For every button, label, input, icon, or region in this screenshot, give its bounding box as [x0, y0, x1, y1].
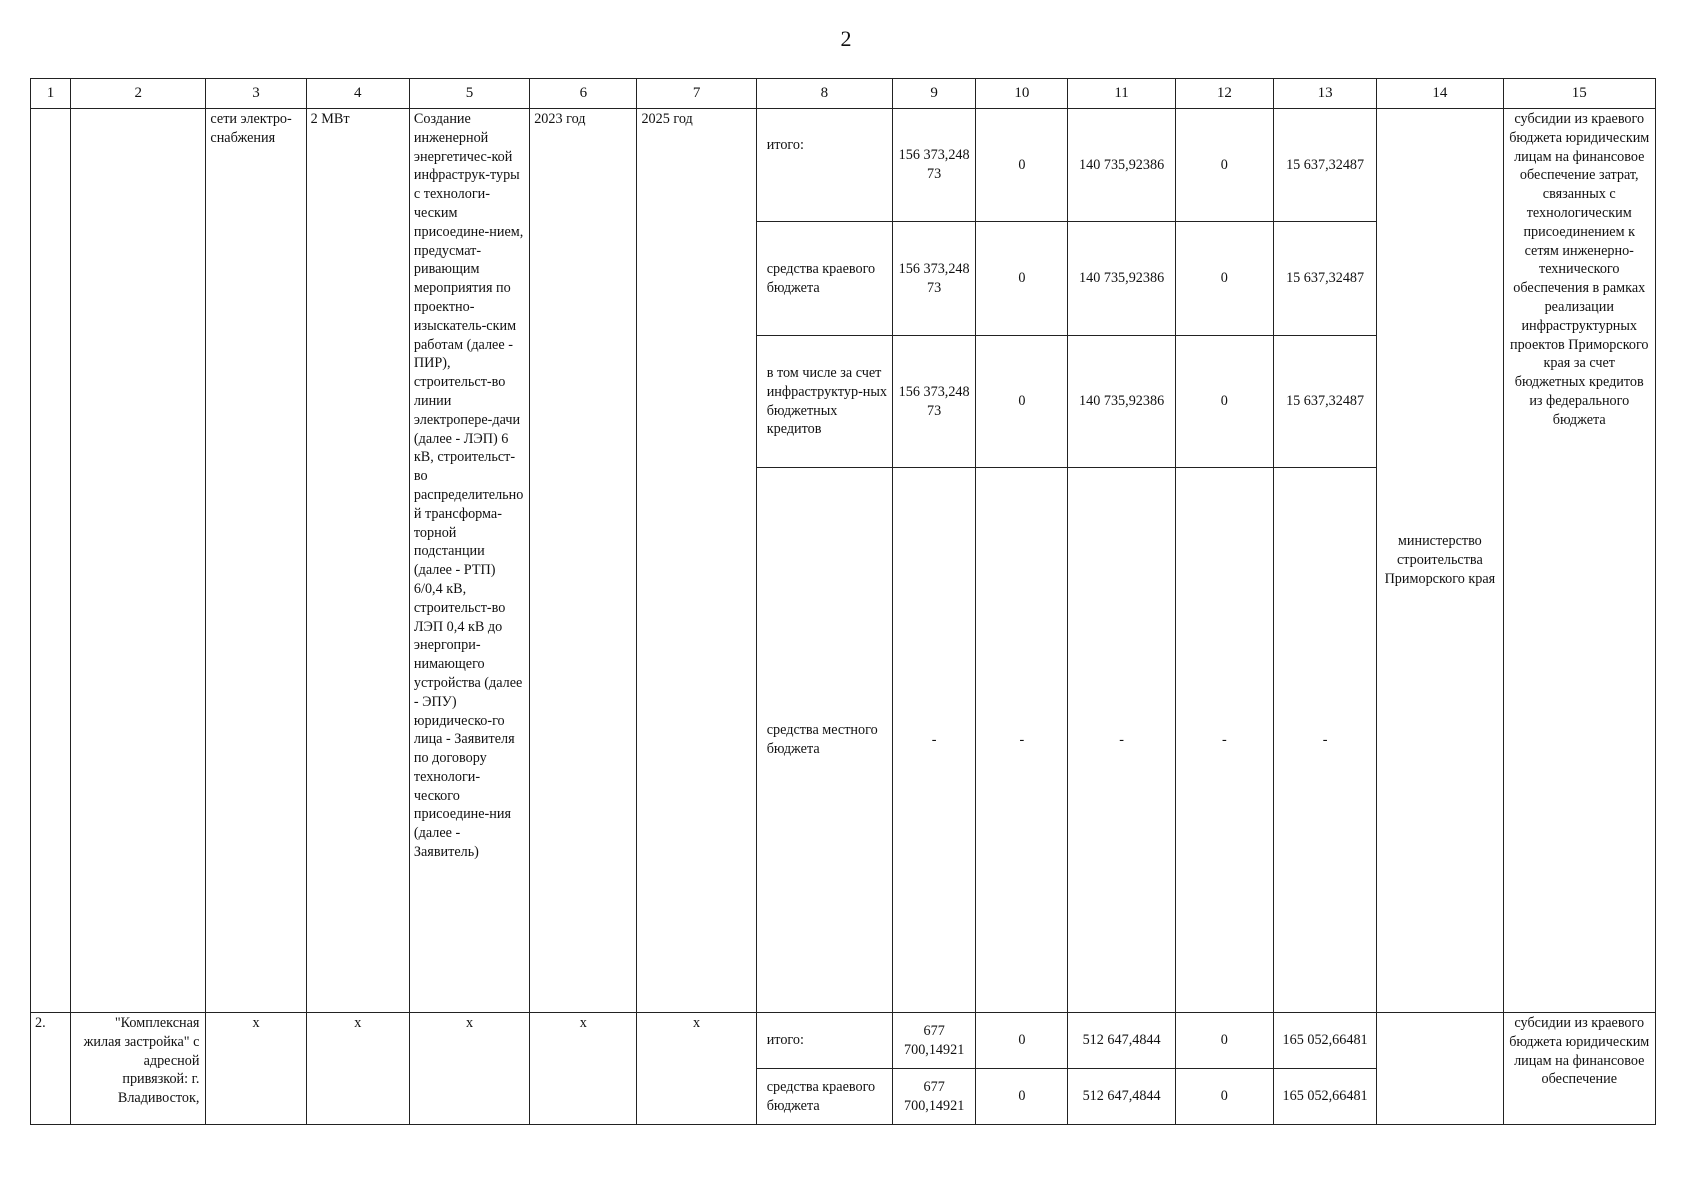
header-cell-13: 13 — [1273, 79, 1376, 109]
row1-col9-value: - — [893, 468, 976, 1013]
row1-description: Создание инженерной энергетичес-кой инфраструк-туры с технологи-ческим присоедине-нием, предусмат-ривающим мероприятия по проектно-изыскатель-ским работам (далее - ПИР), строительст-во линии электропере-дачи (далее - ЛЭП) 6 кВ, строительст-во распределительной трансформа-торной подстанции (далее - РТП) 6/0,4 кВ, строительст-во ЛЭП 0,4 кВ до энергопри-нимающего устройства (далее - ЭПУ) юридическо-го лица - Заявителя по договору технологи-ческого присоедине-ния (далее - Заявитель) — [409, 109, 529, 1013]
row1-end-year: 2025 год — [637, 109, 756, 1013]
row2-funding-purpose: субсидии из краевого бюджета юридическим лицам на финансовое обеспечение — [1503, 1013, 1656, 1125]
row1-col11-value: 140 735,92386 — [1068, 336, 1175, 468]
row1-col10-value: - — [976, 468, 1068, 1013]
row1-col9-value: 156 373,248 73 — [893, 336, 976, 468]
row2-col13-value: 165 052,66481 — [1273, 1013, 1376, 1069]
header-cell-7: 7 — [637, 79, 756, 109]
row2-name: "Комплексная жилая застройка" с адресной привязкой: г. Владивосток, — [71, 1013, 206, 1125]
header-cell-8: 8 — [756, 79, 892, 109]
program-table — [30, 78, 1656, 1125]
row1-funding-label: итого: — [756, 109, 892, 222]
header-cell-10: 10 — [976, 79, 1068, 109]
row1-name-cell — [71, 109, 206, 1013]
row1-object-type: сети электро-снабжения — [206, 109, 306, 1013]
row1-funding-label: средства краевого бюджета — [756, 222, 892, 336]
header-cell-5: 5 — [409, 79, 529, 109]
row2-col12-value: 0 — [1175, 1069, 1273, 1125]
row1-funding-label: средства местного бюджета — [756, 468, 892, 1013]
header-cell-4: 4 — [306, 79, 409, 109]
row1-col9-value: 156 373,248 73 — [893, 109, 976, 222]
row1-col11-value: 140 735,92386 — [1068, 109, 1175, 222]
row1-col13-value: 15 637,32487 — [1273, 222, 1376, 336]
row2-col7: х — [637, 1013, 756, 1125]
header-cell-15: 15 — [1503, 79, 1656, 109]
row1-number-cell — [31, 109, 71, 1013]
header-cell-14: 14 — [1377, 79, 1503, 109]
row1-col9-value: 156 373,248 73 — [893, 222, 976, 336]
row1-capacity: 2 МВт — [306, 109, 409, 1013]
row1-col12-value: 0 — [1175, 336, 1273, 468]
row2-col9-value: 677 700,14921 — [893, 1069, 976, 1125]
row1-col12-value: 0 — [1175, 109, 1273, 222]
row1-funding-purpose: субсидии из краевого бюджета юридическим лицам на финансовое обеспечение затрат, связанных с технологическим присоединением к сетям инженерно-технического обеспечения в рамках реализации инфраструктурных проектов Приморского края за счет бюджетных кредитов из федерального бюджета — [1503, 109, 1656, 1013]
row2-col13-value: 165 052,66481 — [1273, 1069, 1376, 1125]
header-row — [31, 79, 1656, 109]
row1-col11-value: 140 735,92386 — [1068, 222, 1175, 336]
row2-number: 2. — [31, 1013, 71, 1125]
row1-col13-value: 15 637,32487 — [1273, 109, 1376, 222]
row1-col11-value: - — [1068, 468, 1175, 1013]
row2-funding-label: средства краевого бюджета — [756, 1069, 892, 1125]
row1-responsible: министерство строительства Приморского края — [1377, 109, 1503, 1013]
header-cell-9: 9 — [893, 79, 976, 109]
header-cell-3: 3 — [206, 79, 306, 109]
row2-col6: х — [530, 1013, 637, 1125]
row2-col10-value: 0 — [976, 1013, 1068, 1069]
row2-col3: х — [206, 1013, 306, 1125]
table-row — [31, 1013, 1656, 1069]
row2-col4: х — [306, 1013, 409, 1125]
table-row — [31, 109, 1656, 222]
row2-col11-value: 512 647,4844 — [1068, 1069, 1175, 1125]
row2-funding-label: итого: — [756, 1013, 892, 1069]
header-cell-11: 11 — [1068, 79, 1175, 109]
header-cell-12: 12 — [1175, 79, 1273, 109]
header-cell-2: 2 — [71, 79, 206, 109]
header-cell-6: 6 — [530, 79, 637, 109]
row2-col10-value: 0 — [976, 1069, 1068, 1125]
row1-funding-label: в том числе за счет инфраструктур-ных бюджетных кредитов — [756, 336, 892, 468]
row1-col12-value: - — [1175, 468, 1273, 1013]
row2-col5: х — [409, 1013, 529, 1125]
row1-col10-value: 0 — [976, 222, 1068, 336]
page-number: 2 — [840, 26, 852, 51]
row1-col13-value: 15 637,32487 — [1273, 336, 1376, 468]
row1-col10-value: 0 — [976, 109, 1068, 222]
row2-col11-value: 512 647,4844 — [1068, 1013, 1175, 1069]
row1-col12-value: 0 — [1175, 222, 1273, 336]
row1-col13-value: - — [1273, 468, 1376, 1013]
row1-col10-value: 0 — [976, 336, 1068, 468]
row2-col9-value: 677 700,14921 — [893, 1013, 976, 1069]
row2-col12-value: 0 — [1175, 1013, 1273, 1069]
header-cell-1: 1 — [31, 79, 71, 109]
row1-start-year: 2023 год — [530, 109, 637, 1013]
row2-responsible — [1377, 1013, 1503, 1125]
